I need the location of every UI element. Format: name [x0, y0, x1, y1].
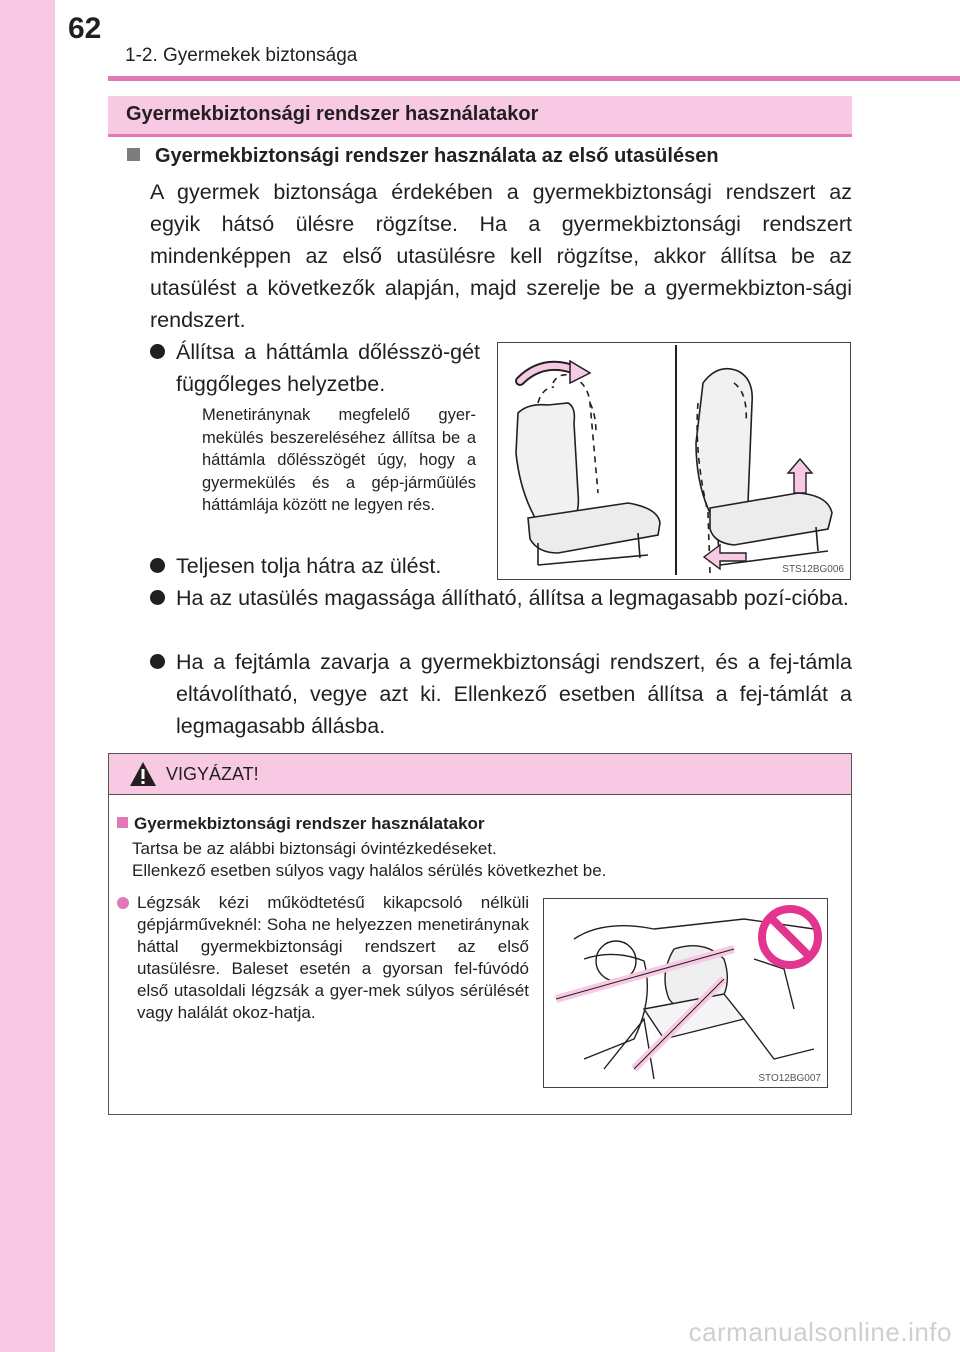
list-item-text: Teljesen tolja hátra az ülést.	[176, 554, 442, 578]
list-item-text: Állítsa a háttámla dőlésszö-gét függőleges helyzetbe.	[176, 340, 480, 396]
page-number: 62	[68, 12, 102, 45]
seat-illustration	[498, 343, 849, 578]
warning-triangle-icon	[129, 761, 157, 787]
chapter-title: 1-2. Gyermekek biztonsága	[125, 45, 358, 66]
square-bullet-icon	[117, 817, 128, 828]
prohibited-icon	[757, 904, 823, 970]
section-title: Gyermekbiztonsági rendszer használatakor	[126, 103, 539, 125]
bullet-icon	[150, 344, 165, 359]
header-rule	[108, 76, 960, 81]
bullet-icon	[117, 897, 129, 909]
warning-header	[109, 754, 851, 795]
list-item-text: Ha az utasülés magassága állítható, állítsa a legmagasabb pozí-cióba.	[176, 586, 849, 610]
bullet-icon	[150, 558, 165, 573]
watermark: carmanualsonline.info	[688, 1317, 952, 1347]
left-margin-band	[0, 0, 55, 1352]
bullet-icon	[150, 654, 165, 669]
section-heading-bar	[108, 96, 852, 137]
note-text: Menetiránynak megfelelő gyer-mekülés beszereléséhez állítsa be a háttámla dőlésszögét úgy, hogy a gyermekülés és a gép-járműülés háttámlája között ne legyen rés.	[202, 406, 476, 514]
square-bullet-icon	[127, 148, 140, 161]
figure-code: STS12BG006	[782, 564, 844, 575]
warning-list-item-text: Légzsák kézi működtetésű kikapcsoló nélküli gépjárműveknél: Soha ne helyezzen menetiránynak háttal gyermekbiztonsági rendszert az első utasülésre. Baleset esetén a gyorsan fel-fúvódó első utasoldali légzsák a gyer-mek súlyos sérülését vagy halálát okoz-hatja.	[137, 893, 529, 1022]
figure-code: STO12BG007	[758, 1073, 821, 1084]
subsection-title: Gyermekbiztonsági rendszer használata az első utasülésen	[155, 145, 719, 167]
warning-intro	[132, 838, 606, 882]
warning-intro-line: Ellenkező esetben súlyos vagy halálos sérülés következhet be.	[132, 861, 607, 880]
warning-subtitle: Gyermekbiztonsági rendszer használatakor	[134, 814, 485, 833]
warning-label: VIGYÁZAT!	[166, 764, 259, 784]
warning-intro-line: Tartsa be az alábbi biztonsági óvintézkedéseket.	[132, 839, 497, 858]
seat-adjustment-figure	[497, 342, 851, 580]
subsection-heading	[127, 145, 719, 168]
warning-subtitle-row	[117, 814, 485, 834]
intro-paragraph: A gyermek biztonsága érdekében a gyermekbiztonsági rendszert az egyik hátsó ülésre rögzítse. Ha a gyermekbiztonsági rendszert mindenképpen az első utasülésre kell rögzítse, akkor állítsa be az utasülést a következők alapján, majd szerelje be a gyermekbizton-sági rendszert.	[150, 180, 852, 332]
list-item-text: Ha a fejtámla zavarja a gyermekbiztonsági rendszert, és a fej-támla eltávolítható, vegye azt ki. Ellenkező esetben állítsa a fej-támlát a legmagasabb állásba.	[176, 650, 852, 738]
bullet-icon	[150, 590, 165, 605]
